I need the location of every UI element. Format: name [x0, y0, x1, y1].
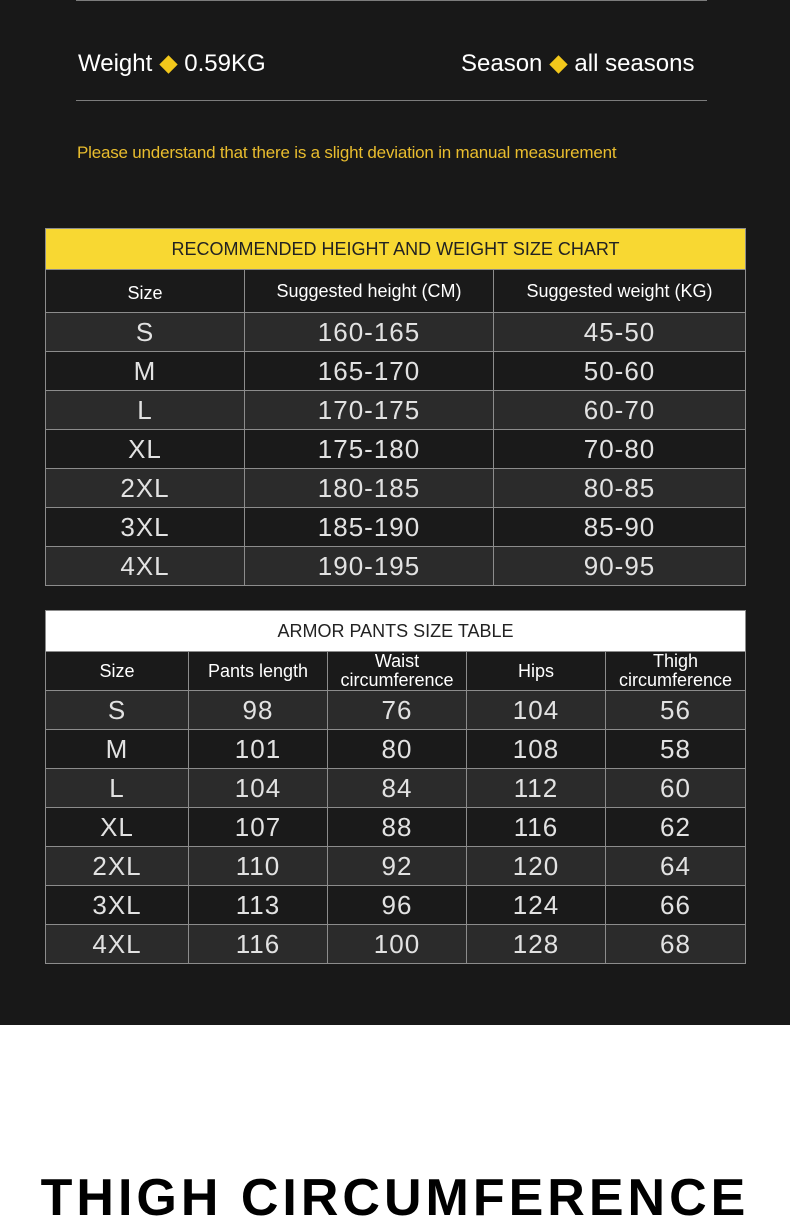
table-cell: 90-95	[494, 547, 746, 586]
weight-spec	[78, 50, 266, 78]
table-row	[46, 808, 746, 847]
table-cell: M	[46, 352, 245, 391]
table-cell: 110	[189, 847, 328, 886]
table-cell: S	[46, 313, 245, 352]
table-cell: 116	[467, 808, 606, 847]
table-cell: 101	[189, 730, 328, 769]
table-cell: 4XL	[46, 925, 189, 964]
pants-table-header-row	[46, 652, 746, 691]
table-cell: 190-195	[245, 547, 494, 586]
table-row	[46, 508, 746, 547]
table-cell: 68	[606, 925, 746, 964]
season-value: all seasons	[574, 50, 695, 77]
table-row	[46, 730, 746, 769]
column-header: Thigh circumference	[606, 652, 746, 691]
table-cell: 66	[606, 886, 746, 925]
table-cell: 62	[606, 808, 746, 847]
table-cell: 84	[328, 769, 467, 808]
table-cell: 64	[606, 847, 746, 886]
table-cell: 3XL	[46, 508, 245, 547]
season-spec	[461, 50, 694, 78]
size-chart-title: RECOMMENDED HEIGHT AND WEIGHT SIZE CHART	[46, 229, 746, 270]
table-cell: 104	[189, 769, 328, 808]
table-cell: 80-85	[494, 469, 746, 508]
table-cell: 58	[606, 730, 746, 769]
table-row	[46, 430, 746, 469]
diamond-bullet-icon	[550, 55, 568, 73]
table-cell: 2XL	[46, 847, 189, 886]
table-cell: 45-50	[494, 313, 746, 352]
table-cell: 180-185	[245, 469, 494, 508]
table-row	[46, 925, 746, 964]
table-row	[46, 847, 746, 886]
table-cell: 112	[467, 769, 606, 808]
column-header: Size	[46, 652, 189, 691]
table-row	[46, 769, 746, 808]
table-cell: 100	[328, 925, 467, 964]
column-header: Waist circumference	[328, 652, 467, 691]
table-cell: 56	[606, 691, 746, 730]
column-header: Suggested weight (KG)	[494, 270, 746, 313]
table-cell: L	[46, 769, 189, 808]
table-cell: 160-165	[245, 313, 494, 352]
table-cell: 88	[328, 808, 467, 847]
table-cell: M	[46, 730, 189, 769]
table-cell: 98	[189, 691, 328, 730]
table-cell: 170-175	[245, 391, 494, 430]
table-row	[46, 547, 746, 586]
table-cell: 175-180	[245, 430, 494, 469]
table-cell: 128	[467, 925, 606, 964]
pants-size-table	[45, 610, 746, 964]
weight-label: Weight	[78, 50, 153, 77]
diamond-bullet-icon	[160, 55, 178, 73]
table-cell: 50-60	[494, 352, 746, 391]
table-cell: L	[46, 391, 245, 430]
spec-divider	[76, 100, 707, 101]
table-cell: S	[46, 691, 189, 730]
table-cell: 165-170	[245, 352, 494, 391]
column-header: Hips	[467, 652, 606, 691]
size-chart-table	[45, 228, 746, 586]
table-row	[46, 469, 746, 508]
table-row	[46, 886, 746, 925]
table-cell: 108	[467, 730, 606, 769]
table-cell: 3XL	[46, 886, 189, 925]
table-cell: 2XL	[46, 469, 245, 508]
table-cell: 120	[467, 847, 606, 886]
table-cell: 70-80	[494, 430, 746, 469]
top-divider	[76, 0, 707, 1]
table-row	[46, 313, 746, 352]
table-cell: XL	[46, 430, 245, 469]
table-cell: 80	[328, 730, 467, 769]
season-label: Season	[461, 50, 543, 77]
table-cell: 60-70	[494, 391, 746, 430]
table-cell: XL	[46, 808, 189, 847]
table-row	[46, 691, 746, 730]
table-cell: 92	[328, 847, 467, 886]
column-header: Suggested height (CM)	[245, 270, 494, 313]
column-header: Size	[46, 270, 245, 313]
table-cell: 104	[467, 691, 606, 730]
table-cell: 185-190	[245, 508, 494, 547]
weight-value: 0.59KG	[184, 50, 266, 77]
table-cell: 113	[189, 886, 328, 925]
pants-table-title: ARMOR PANTS SIZE TABLE	[46, 611, 746, 652]
size-chart-header-row	[46, 270, 746, 313]
table-cell: 85-90	[494, 508, 746, 547]
table-cell: 116	[189, 925, 328, 964]
table-cell: 124	[467, 886, 606, 925]
table-cell: 60	[606, 769, 746, 808]
column-header: Pants length	[189, 652, 328, 691]
measurement-note: Please understand that there is a slight deviation in manual measurement	[77, 143, 617, 162]
table-row	[46, 352, 746, 391]
table-cell: 4XL	[46, 547, 245, 586]
table-cell: 96	[328, 886, 467, 925]
table-row	[46, 391, 746, 430]
section-heading: THIGH CIRCUMFERENCE	[40, 1169, 750, 1227]
table-cell: 76	[328, 691, 467, 730]
table-cell: 107	[189, 808, 328, 847]
